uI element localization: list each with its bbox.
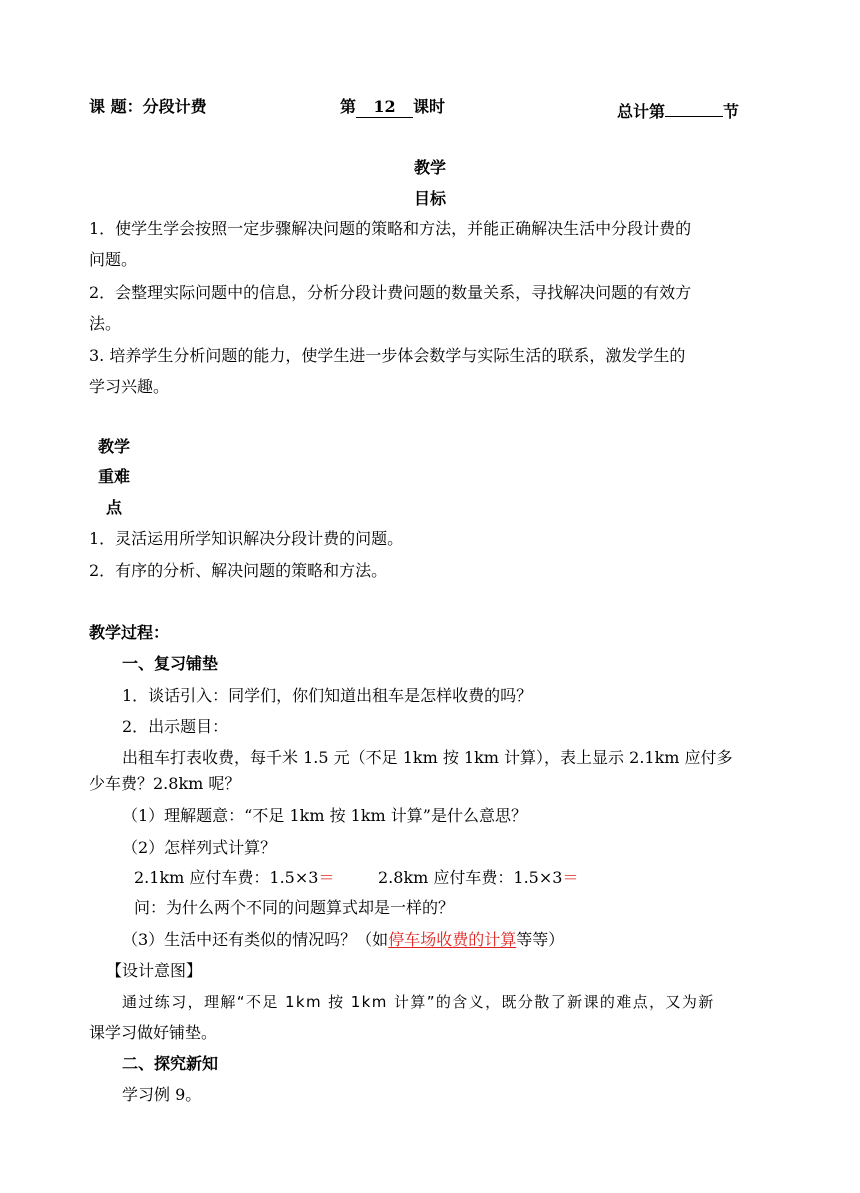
calc-line [134,868,334,888]
keypoint-item: 1．灵活运用所学知识解决分段计费的问题。 [89,529,404,548]
calc-1-text: 2.1km 应付车费：1.5×3 [134,868,319,887]
period-suffix: 课时 [413,97,446,116]
goal-line: 1．使学生学会按照一定步骤解决问题的策略和方法，并能正确解决生活中分段计费的 [89,219,692,238]
calc-1-equals: ＝ [318,868,335,887]
question-2: （2）怎样列式计算？ [122,838,277,857]
process-heading: 教学过程： [89,623,170,642]
topic-title: 分段计费 [142,97,207,116]
keypoints-heading-1: 教学 [98,437,131,456]
q3-suffix: 等等） [516,930,565,949]
goal-line: 法。 [89,314,122,333]
total-line [617,97,739,122]
example-line: 学习例 9。 [122,1085,202,1104]
design-line-1: 通过练习，理解“不足 1km 按 1km 计算”的含义，既分散了新课的难点，又为新 [122,993,715,1011]
goals-heading-1: 教学 [414,158,447,177]
goal-line: 问题。 [89,250,138,269]
goals-heading-2: 目标 [414,189,447,208]
step-1: 1．谈话引入：同学们，你们知道出租车是怎样收费的吗？ [122,686,533,705]
step-2: 2．出示题目： [122,717,229,736]
topic-label: 课 题： [89,97,143,116]
section1-title: 一、复习铺垫 [122,654,219,673]
keypoint-item: 2．有序的分析、解决问题的策略和方法。 [89,561,388,580]
q3-red-link: 停车场收费的计算 [388,930,517,949]
design-line-2: 课学习做好铺垫。 [89,1023,218,1042]
question-1: （1）理解题意：“不足 1km 按 1km 计算”是什么意思？ [122,806,527,825]
goal-line: 3. 培养学生分析问题的能力，使学生进一步体会数学与实际生活的联系，激发学生的 [89,346,686,365]
goal-line: 2．会整理实际问题中的信息，分析分段计费问题的数量关系，寻找解决问题的有效方 [89,283,692,302]
question-3 [122,930,564,950]
keypoints-heading-2: 重难 [98,467,131,486]
period-line [340,97,445,118]
question-why: 问：为什么两个不同的问题算式却是一样的？ [134,898,455,917]
topic-line [89,97,207,117]
design-heading: 【设计意图】 [106,961,203,980]
q3-prefix: （3）生活中还有类似的情况吗？（如 [122,930,389,949]
total-suffix: 节 [723,102,740,121]
problem-line-1: 出租车打表收费，每千米 1.5 元（不足 1km 按 1km 计算），表上显示 2.1km 应付多 [122,748,733,767]
calc-2-equals: ＝ [562,868,579,887]
period-prefix: 第 [340,97,357,116]
calc-2-text: 2.8km 应付车费：1.5×3 [378,868,563,887]
keypoints-heading-3: 点 [106,498,123,517]
goal-line: 学习兴趣。 [89,377,170,396]
total-blank [665,97,723,117]
section2-title: 二、探究新知 [122,1054,219,1073]
period-number: 12 [356,97,413,118]
total-prefix: 总计第 [617,102,666,121]
calc-line-2 [378,868,578,888]
problem-line-2: 少车费？2.8km 呢？ [89,774,241,793]
